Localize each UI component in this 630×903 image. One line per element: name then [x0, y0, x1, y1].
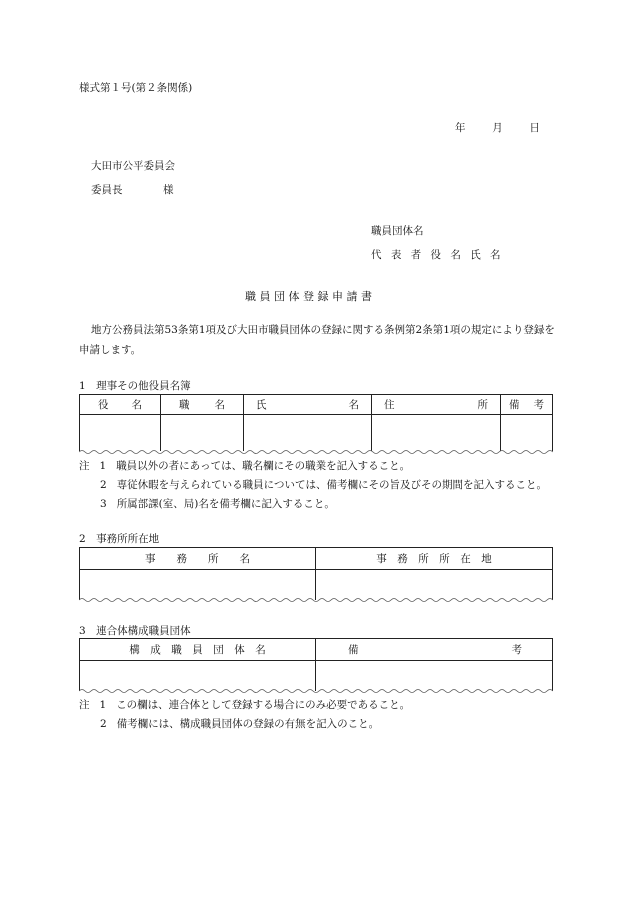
officer-col-address: 住 所: [372, 395, 501, 415]
section3-heading: 3 連合体構成職員団体: [79, 625, 191, 637]
note-3-2: 2 備考欄には、構成職員団体の登録の有無を記入のこと。: [100, 718, 380, 730]
section1-heading: 1 理事その他役員名簿: [79, 380, 191, 392]
body-text-line1: 地方公務員法第53条第1項及び大田市職員団体の登録に関する条例第2条第1項の規定により登録を: [91, 324, 555, 336]
office-col-name: 事 務 所 名: [80, 548, 316, 570]
date-month-label: 月: [492, 122, 503, 134]
date-year-label: 年: [455, 122, 466, 134]
addressee-title: 委員長: [91, 184, 123, 196]
office-table-header: [80, 548, 553, 570]
officer-cell-name[interactable]: [244, 415, 372, 451]
note-1-2: 2 専従休暇を与えられている職員については、備考欄にその旨及びその期間を記入すること。: [100, 479, 547, 491]
note-1-3: 3 所属部課(室、局)名を備考欄に記入すること。: [100, 498, 335, 510]
member-org-table-row: [80, 661, 553, 691]
office-cell-address[interactable]: [316, 570, 553, 600]
note-3-1: 注 1 この欄は、連合体として登録する場合にのみ必要であること。: [79, 699, 411, 711]
officer-col-remarks: 備 考: [501, 395, 553, 415]
officer-table-row: [80, 415, 553, 451]
officer-cell-position[interactable]: [161, 415, 244, 451]
body-text-line2: 申請します。: [79, 344, 142, 356]
officer-col-role: 役 名: [80, 395, 161, 415]
table-break-wave: [79, 449, 553, 455]
form-label: 様式第１号(第２条関係): [79, 82, 193, 94]
office-cell-name[interactable]: [80, 570, 316, 600]
section2-heading: 2 事務所所在地: [79, 533, 160, 545]
addressee-honorific: 様: [163, 184, 174, 196]
office-table-row: [80, 570, 553, 600]
officer-cell-role[interactable]: [80, 415, 161, 451]
member-org-table: [79, 638, 553, 691]
applicant-org-label: 職員団体名: [371, 225, 424, 237]
office-col-address: 事 務 所 所 在 地: [316, 548, 553, 570]
officer-cell-address[interactable]: [372, 415, 501, 451]
member-org-cell-name[interactable]: [80, 661, 316, 691]
member-org-table-header: [80, 639, 553, 661]
officer-table: [79, 394, 553, 451]
date-line: [455, 120, 540, 135]
officer-table-header: [80, 395, 553, 415]
officer-col-name: 氏 名: [244, 395, 372, 415]
officer-cell-remarks[interactable]: [501, 415, 553, 451]
member-org-col-name: 構 成 職 員 団 体 名: [80, 639, 316, 661]
member-org-col-remarks: 備 考: [316, 639, 553, 661]
table-break-wave: [79, 688, 553, 694]
officer-col-position: 職 名: [161, 395, 244, 415]
date-day-label: 日: [529, 122, 540, 134]
addressee-org: 大田市公平委員会: [91, 160, 175, 172]
note-1-1: 注 1 職員以外の者にあっては、職名欄にその職業を記入すること。: [79, 460, 411, 472]
applicant-rep-label: 代 表 者 役 名 氏 名: [371, 249, 504, 261]
member-org-cell-remarks[interactable]: [316, 661, 553, 691]
table-break-wave: [79, 597, 553, 603]
document-title: 職 員 団 体 登 録 申 請 書: [245, 290, 372, 303]
office-table: [79, 547, 553, 600]
